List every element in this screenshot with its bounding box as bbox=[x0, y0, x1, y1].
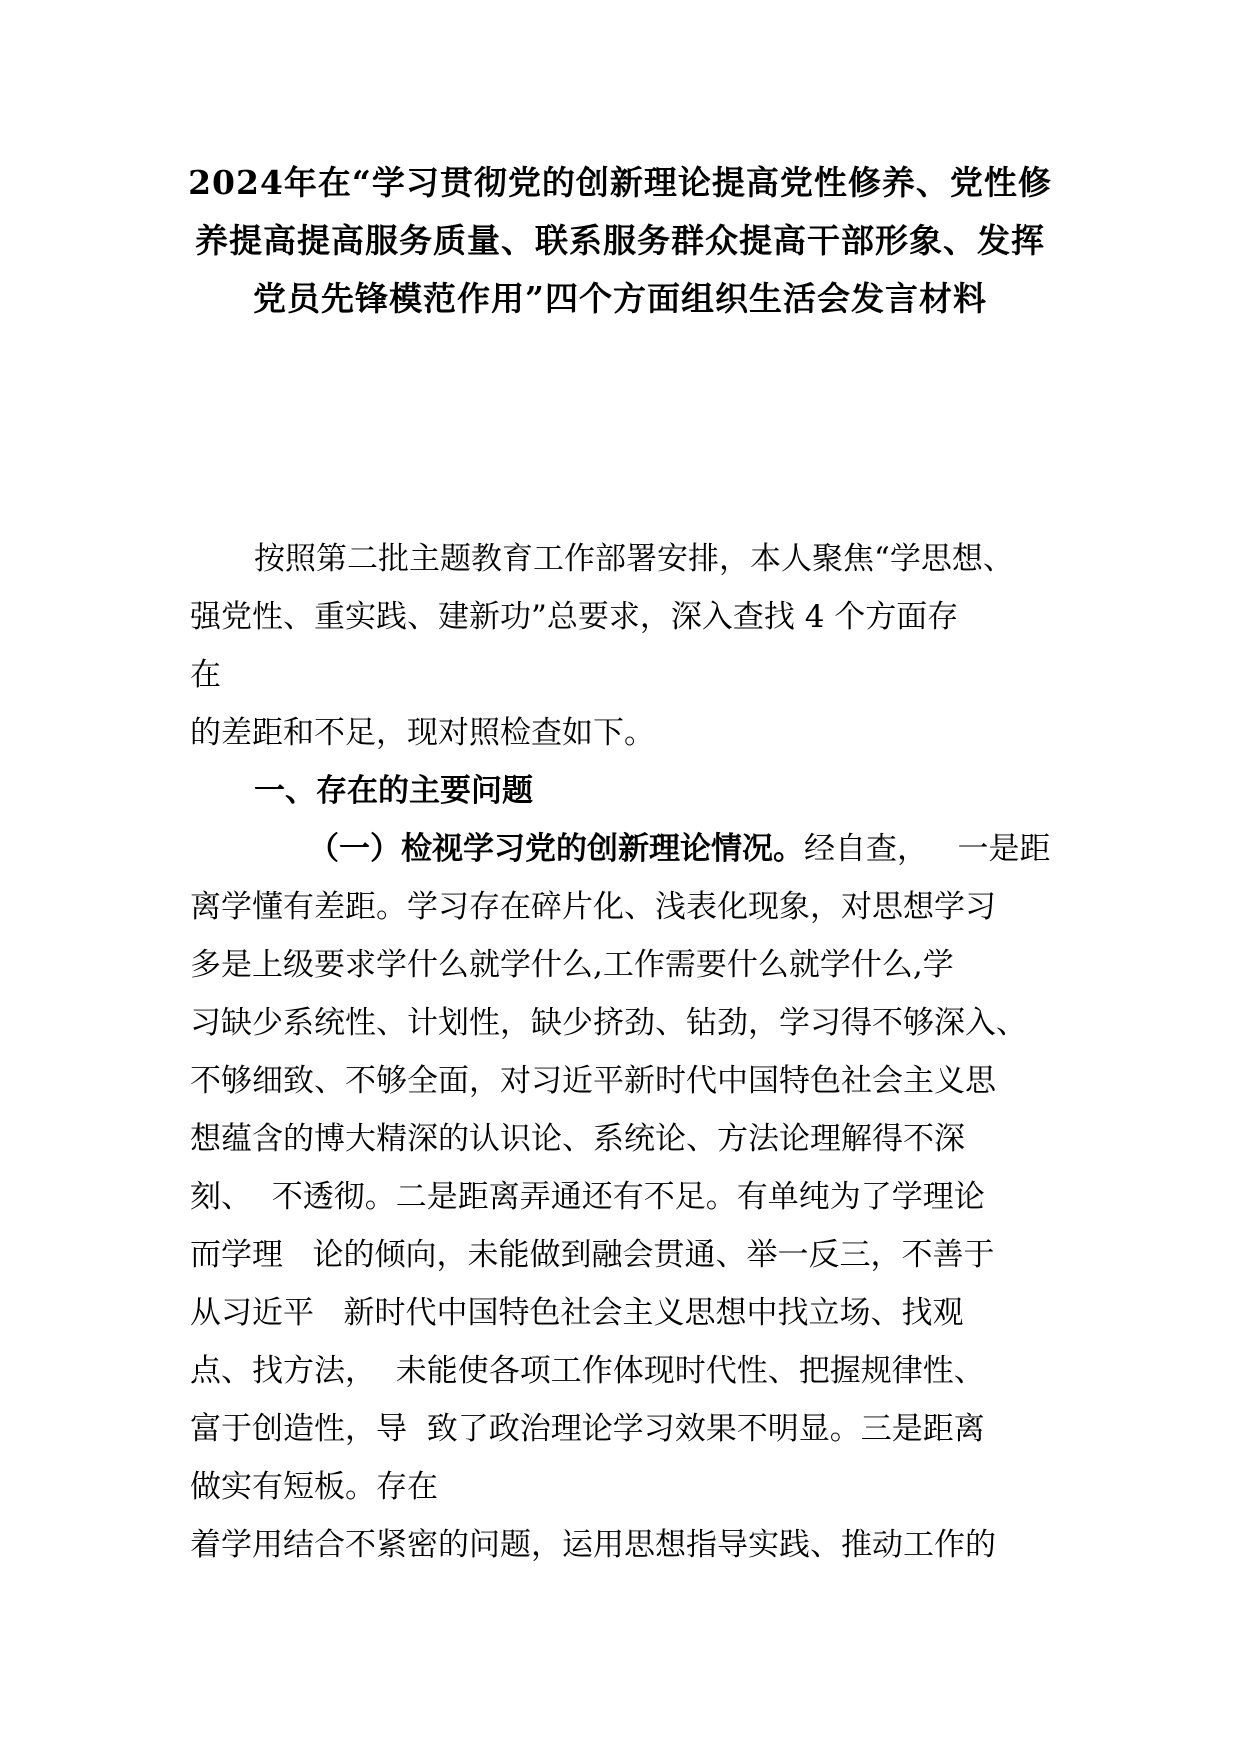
body-line: 离学懂有差距。学习存在碎片化、浅表化现象，对思想学习 bbox=[190, 889, 996, 925]
body-line: 从习近平 新时代中国特色社会主义思想中找立场、找观 bbox=[190, 1295, 964, 1331]
body-line: 点、找方法， 未能使各项工作体现时代性、把握规律性、 bbox=[190, 1353, 985, 1389]
body-line: 多是上级要求学什么就学什么,工作需要什么就学什么,学 bbox=[190, 947, 954, 983]
body-line: 着学用结合不紧密的问题，运用思想指导实践、推动工作的 bbox=[190, 1527, 996, 1563]
intro-line: 的差距和不足，现对照检查如下。 bbox=[190, 715, 655, 751]
intro-line: 在 bbox=[190, 657, 221, 693]
body-line: 富于创造性，导 致了政治理论学习效果不明显。三是距离 bbox=[190, 1411, 985, 1447]
body-line: 想蕴含的博大精深的认识论、系统论、方法论理解得不深 bbox=[190, 1121, 965, 1157]
body-line: 做实有短板。存在 bbox=[190, 1469, 438, 1505]
intro-line: 按照第二批主题教育工作部署安排，本人聚焦“学思想、 bbox=[254, 541, 1014, 577]
subsection-heading: （一）检视学习党的创新理论情况。 bbox=[308, 831, 804, 867]
subsection-text: 经自查， 一是距 bbox=[804, 831, 1051, 867]
body-line: 而学理 论的倾向，未能做到融会贯通、举一反三，不善于 bbox=[190, 1237, 995, 1273]
body-line: 刻、 不透彻。二是距离弄通还有不足。有单纯为了学理论 bbox=[190, 1179, 985, 1215]
document-title bbox=[150, 154, 1090, 328]
body-line: 习缺少系统性、计划性，缺少挤劲、钻劲，学习得不够深入、 bbox=[190, 1005, 1027, 1041]
document-body bbox=[190, 530, 1070, 1574]
intro-line: 强党性、重实践、建新功”总要求，深入查找 4 个方面存 bbox=[190, 599, 959, 635]
subsection-first-line bbox=[190, 820, 1070, 878]
title-line: 党员先锋模范作用”四个方面组织生活会发言材料 bbox=[253, 279, 987, 318]
title-line: 养提高提高服务质量、联系服务群众提高干部形象、发挥 bbox=[195, 221, 1045, 260]
body-line: 不够细致、不够全面，对习近平新时代中国特色社会主义思 bbox=[190, 1063, 996, 1099]
section-heading: 一、存在的主要问题 bbox=[254, 773, 533, 809]
title-line: 2024年在“学习贯彻党的创新理论提高党性修养、党性修 bbox=[188, 163, 1052, 202]
